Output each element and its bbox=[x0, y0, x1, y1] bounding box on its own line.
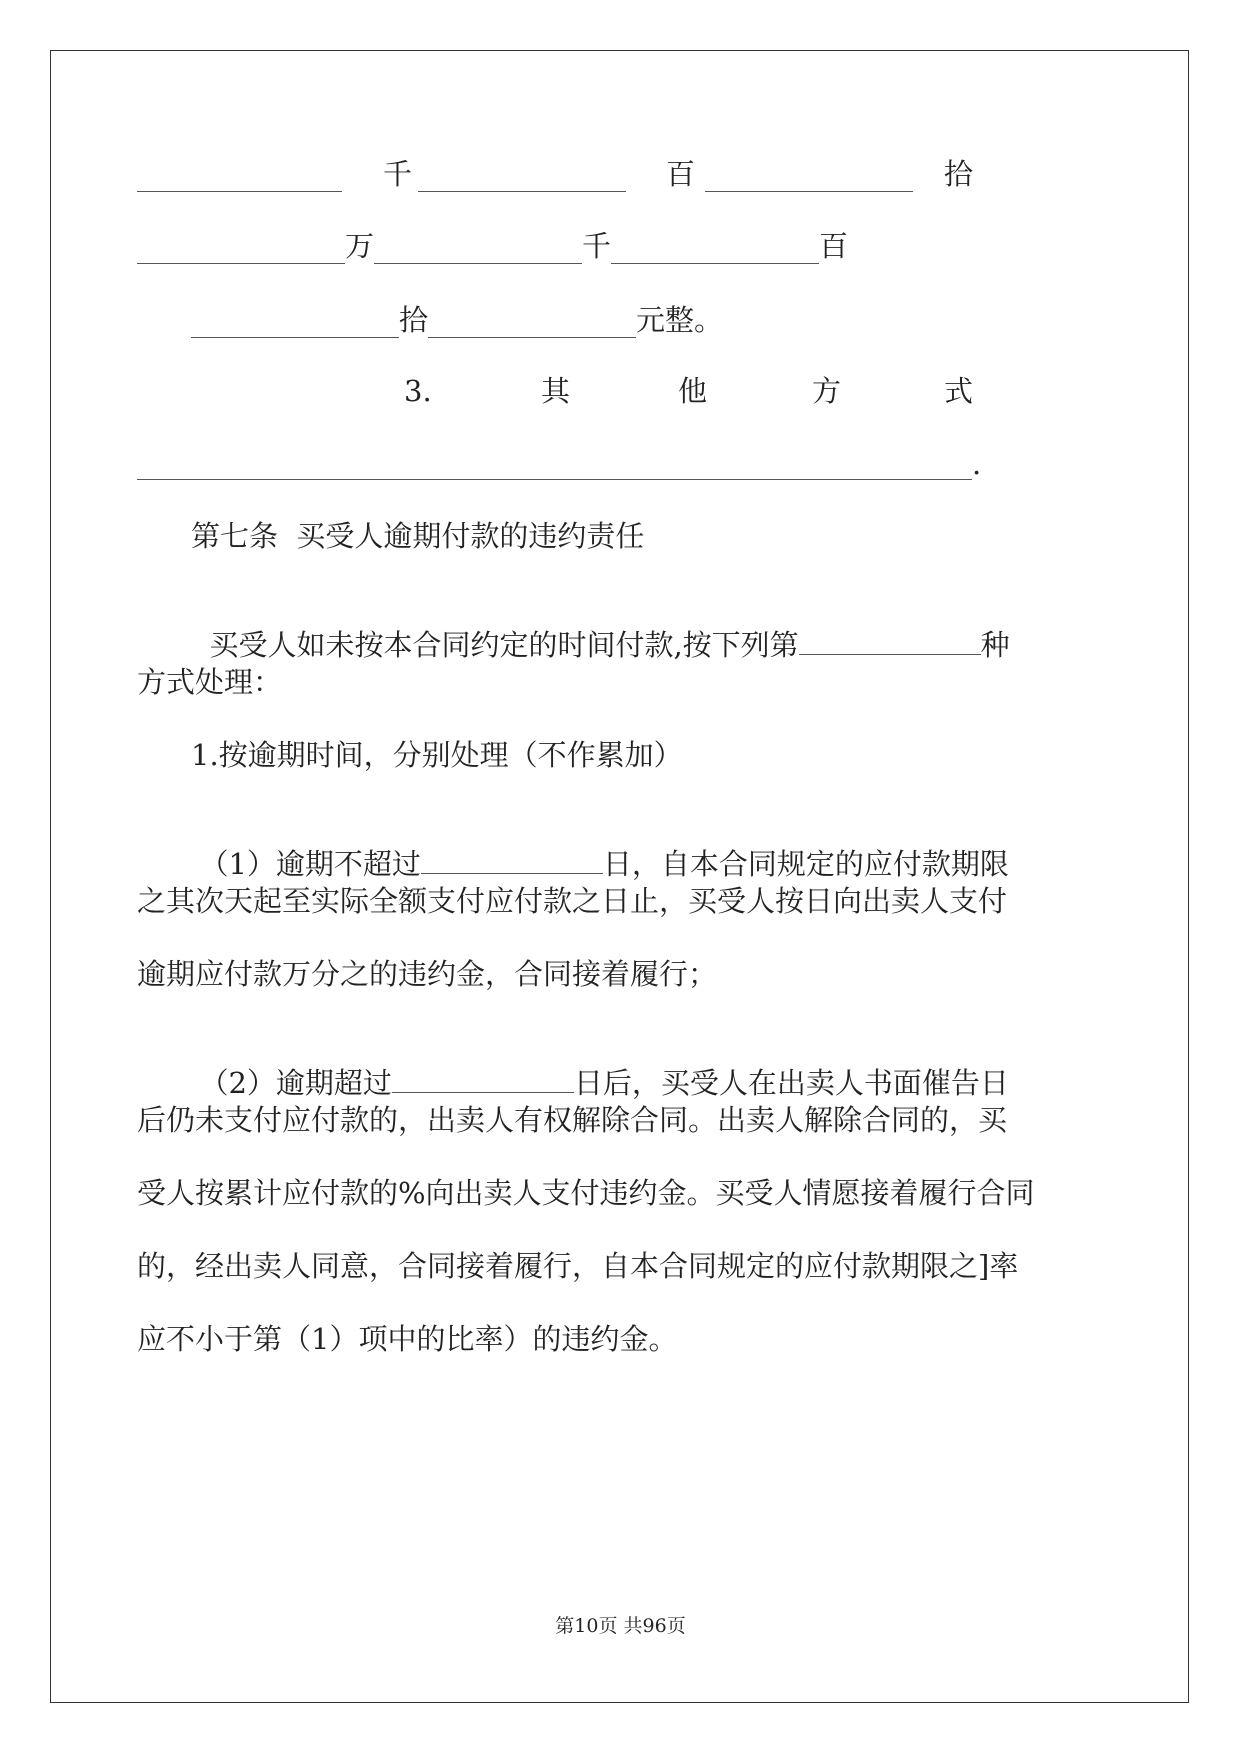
blank-line[interactable] bbox=[428, 313, 636, 338]
text-segment: 日后，买受人在出卖人书面催告日 bbox=[573, 1066, 1009, 1100]
period: . bbox=[972, 447, 982, 481]
blank-line[interactable] bbox=[421, 849, 603, 874]
spread-char: 方 bbox=[812, 374, 842, 408]
paragraph-line: 受人按累计应付款的%向出卖人支付违约金。买受人情愿接着履行合同 bbox=[137, 1176, 1035, 1210]
list-item: 1.按逾期时间，分别处理（不作累加） bbox=[191, 738, 683, 772]
item-number: 3. bbox=[404, 374, 432, 408]
unit-wan: 万 bbox=[345, 229, 375, 263]
paragraph-line bbox=[181, 810, 1009, 882]
text-segment: 种 bbox=[980, 628, 1010, 662]
paragraph-line: 方式处理： bbox=[137, 665, 283, 699]
text-segment: （1）逾期不超过 bbox=[199, 847, 421, 881]
blank-line[interactable] bbox=[137, 167, 342, 192]
text-segment: 日，自本合同规定的应付款期限 bbox=[602, 847, 1009, 881]
unit-shi: 拾 bbox=[399, 303, 429, 337]
spread-char: 他 bbox=[678, 374, 708, 408]
blank-line[interactable] bbox=[418, 167, 626, 192]
blank-line[interactable] bbox=[611, 239, 819, 264]
spread-char: 其 bbox=[541, 374, 571, 408]
unit-shi: 拾 bbox=[944, 157, 974, 191]
unit-bai: 百 bbox=[666, 157, 696, 191]
unit-bai: 百 bbox=[819, 229, 849, 263]
blank-line-long[interactable] bbox=[137, 455, 972, 480]
blank-line[interactable] bbox=[374, 239, 582, 264]
blank-line[interactable] bbox=[392, 1068, 574, 1093]
unit-qian: 千 bbox=[582, 229, 612, 263]
unit-yuan: 元整。 bbox=[636, 303, 724, 337]
blank-line[interactable] bbox=[799, 630, 981, 655]
paragraph-line: 后仍未支付应付款的，出卖人有权解除合同。出卖人解除合同的，买 bbox=[137, 1103, 1008, 1137]
text-segment: 买受人如未按本合同约定的时间付款,按下列第 bbox=[209, 628, 799, 662]
paragraph-line bbox=[191, 591, 1010, 663]
paragraph-line: 的，经出卖人同意，合同接着履行，自本合同规定的应付款期限之]率 bbox=[137, 1249, 1019, 1283]
blank-line[interactable] bbox=[137, 239, 345, 264]
paragraph-line bbox=[181, 1029, 1009, 1101]
text-segment: （2）逾期超过 bbox=[199, 1066, 392, 1100]
page-footer: 第10页 共96页 bbox=[555, 1615, 686, 1637]
spread-char: 式 bbox=[944, 374, 974, 408]
blank-line[interactable] bbox=[191, 313, 399, 338]
blank-line[interactable] bbox=[705, 167, 913, 192]
paragraph-line: 应不小于第（1）项中的比率）的违约金。 bbox=[137, 1322, 678, 1356]
article-title: 第七条 买受人逾期付款的违约责任 bbox=[191, 519, 645, 553]
paragraph-line: 之其次天起至实际全额支付应付款之日止，买受人按日向出卖人支付 bbox=[137, 884, 1008, 918]
unit-qian: 千 bbox=[383, 157, 413, 191]
paragraph-line: 逾期应付款万分之的违约金，合同接着履行； bbox=[137, 957, 718, 991]
